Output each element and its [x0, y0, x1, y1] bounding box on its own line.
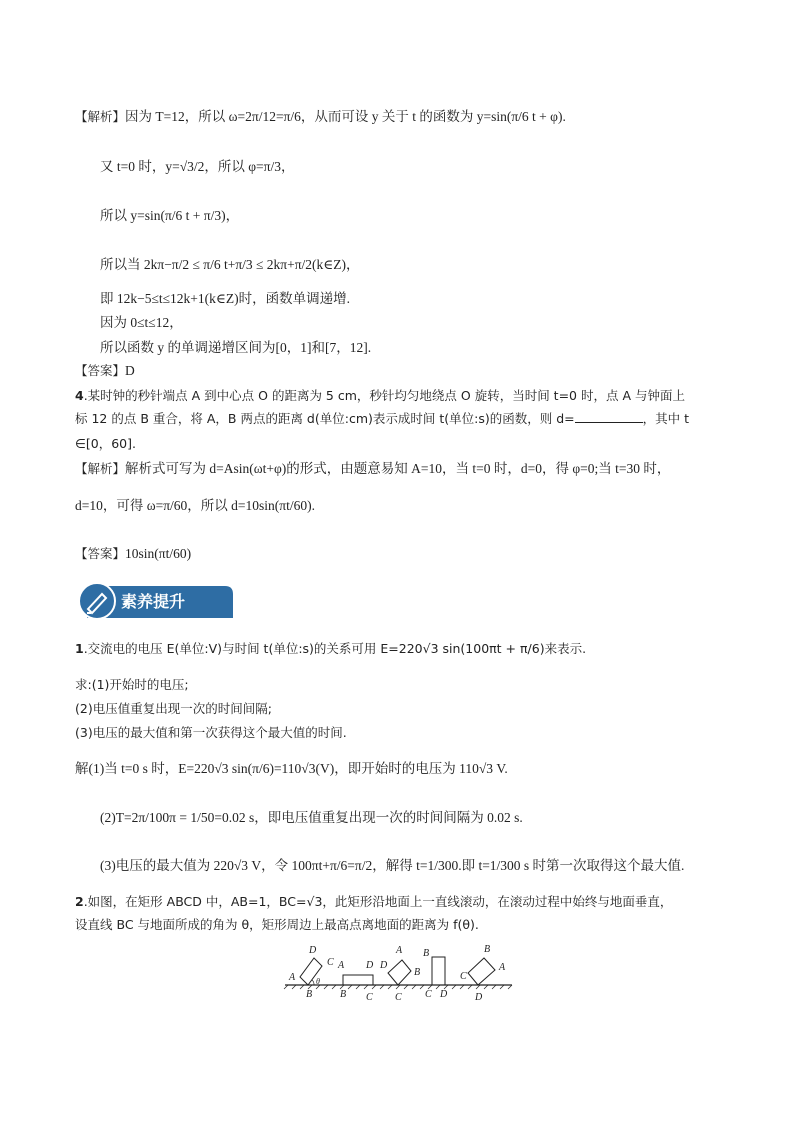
analysis-tag: 【解析】: [75, 109, 126, 124]
answer3-value: D: [125, 363, 135, 378]
problem1-text1: .交流电的电压 E(单位:V)与时间 t(单位:s)的关系可用 E=220√3 sin(100πt + π/6)来表示.: [83, 641, 587, 656]
problem4-text2b: ，其中 t: [642, 411, 689, 426]
label-r3-A: A: [396, 945, 403, 956]
solution1-line1: 解(1)当 t=0 s 时，E=220√3 sin(π/6)=110√3(V)，即开始时的电压为 110√3 V.: [75, 761, 508, 776]
analysis3-line7: 所以函数 y 的单调递增区间为[0，1]和[7，12].: [100, 340, 372, 355]
problem1-line1: [75, 640, 586, 658]
analysis3-line4: 所以当 2kπ−π/2 ≤ π/6 t+π/3 ≤ 2kπ+π/2(k∈Z)，: [100, 257, 360, 272]
label-r3-C: C: [395, 992, 402, 1002]
banner-circle: [79, 583, 115, 619]
answer-tag: 【答案】: [75, 363, 126, 378]
problem4-line1: [75, 387, 685, 405]
analysis4-line1: [75, 460, 670, 478]
banner-graphic: [75, 582, 235, 620]
answer4-value: 10sin(πt/60): [125, 546, 192, 561]
label-r2-A: A: [338, 960, 345, 971]
analysis3-line3: 所以 y=sin(π/6 t + π/3)，: [100, 208, 240, 223]
label-r4-C: C: [425, 989, 432, 1000]
rectangle-position-5: [468, 958, 495, 985]
answer4: [75, 545, 191, 563]
label-r1-B: B: [306, 989, 313, 1000]
solution1-line3: (3)电压的最大值为 220√3 V，令 100πt+π/6=π/2，解得 t=1/300.即 t=1/300 s 时第一次取得这个最大值.: [100, 858, 685, 873]
analysis3-line1: [75, 108, 566, 126]
label-r1-A: A: [289, 972, 296, 983]
label-r5-A: A: [499, 962, 506, 973]
problem1-number: 1: [75, 641, 84, 656]
label-r1-C: C: [327, 957, 334, 968]
analysis3-text: 因为 T=12，所以 ω=2π/12=π/6，从而可设 y 关于 t 的函数为 y=sin(π/6 t + φ).: [125, 109, 566, 124]
problem4-line2: [75, 410, 689, 428]
problem2-line1: [75, 893, 672, 911]
answer3: [75, 362, 135, 380]
rectangle-position-3: [388, 960, 411, 985]
problem4-line3: ∈[0，60].: [75, 436, 136, 451]
rectangle-position-4: [432, 957, 445, 985]
theta-angle-arc: [312, 980, 314, 985]
answer-tag: 【答案】: [75, 546, 126, 561]
label-r2-D: D: [366, 960, 374, 971]
problem1-line3: (2)电压值重复出现一次的时间间隔;: [75, 701, 272, 716]
label-r5-C: C: [460, 971, 467, 982]
analysis4-line2: d=10，可得 ω=π/60，所以 d=10sin(πt/60).: [75, 498, 315, 513]
label-r2-C: C: [366, 992, 373, 1002]
analysis3-line6: 因为 0≤t≤12，: [100, 315, 183, 330]
problem1-line2: 求:(1)开始时的电压;: [75, 677, 189, 692]
problem2-number: 2: [75, 894, 84, 909]
label-r5-B: B: [484, 944, 491, 955]
analysis3-line5: 即 12k−5≤t≤12k+1(k∈Z)时，函数单调递增.: [100, 291, 351, 306]
problem4-number: 4: [75, 388, 84, 403]
analysis3-line2: 又 t=0 时，y=√3/2，所以 φ=π/3，: [100, 159, 295, 174]
answer-blank: [575, 410, 643, 423]
problem4-text1: .某时钟的秒针端点 A 到中心点 O 的距离为 5 cm，秒针均匀地绕点 O 旋转，当时间 t=0 时，点 A 与钟面上: [83, 388, 685, 403]
analysis-tag: 【解析】: [75, 461, 126, 476]
label-r1-D: D: [309, 945, 317, 956]
label-r4-B: B: [423, 948, 430, 959]
analysis4-text1: 解析式可写为 d=Asin(ωt+φ)的形式，由题意易知 A=10，当 t=0 时，d=0，得 φ=0;当 t=30 时，: [125, 461, 671, 476]
problem2-text1: .如图，在矩形 ABCD 中，AB=1，BC=√3，此矩形沿地面上一直线滚动，在滚动过程中始终与地面垂直，: [83, 894, 673, 909]
problem1-line4: (3)电压的最大值和第一次获得这个最大值的时间.: [75, 725, 347, 740]
label-r3-D: D: [380, 960, 388, 971]
label-r5-D: D: [475, 992, 483, 1002]
section-banner: [75, 582, 235, 620]
label-r3-B: B: [414, 967, 421, 978]
problem2-line2: 设直线 BC 与地面所成的角为 θ，矩形周边上最高点离地面的距离为 f(θ).: [75, 917, 479, 932]
solution1-line2: (2)T=2π/100π = 1/50=0.02 s，即电压值重复出现一次的时间间隔为 0.02 s.: [100, 810, 523, 825]
problem4-text2a: 标 12 的点 B 重合，将 A，B 两点的距离 d(单位:cm)表示成时间 t(单位:s)的函数，则 d=: [75, 411, 575, 426]
label-r2-B: B: [340, 989, 347, 1000]
label-r4-D: D: [440, 989, 448, 1000]
label-theta: θ: [316, 977, 320, 986]
rolling-rectangle-figure: [280, 940, 520, 1002]
banner-title: 素养提升: [121, 592, 186, 611]
rectangle-position-2: [343, 975, 373, 985]
